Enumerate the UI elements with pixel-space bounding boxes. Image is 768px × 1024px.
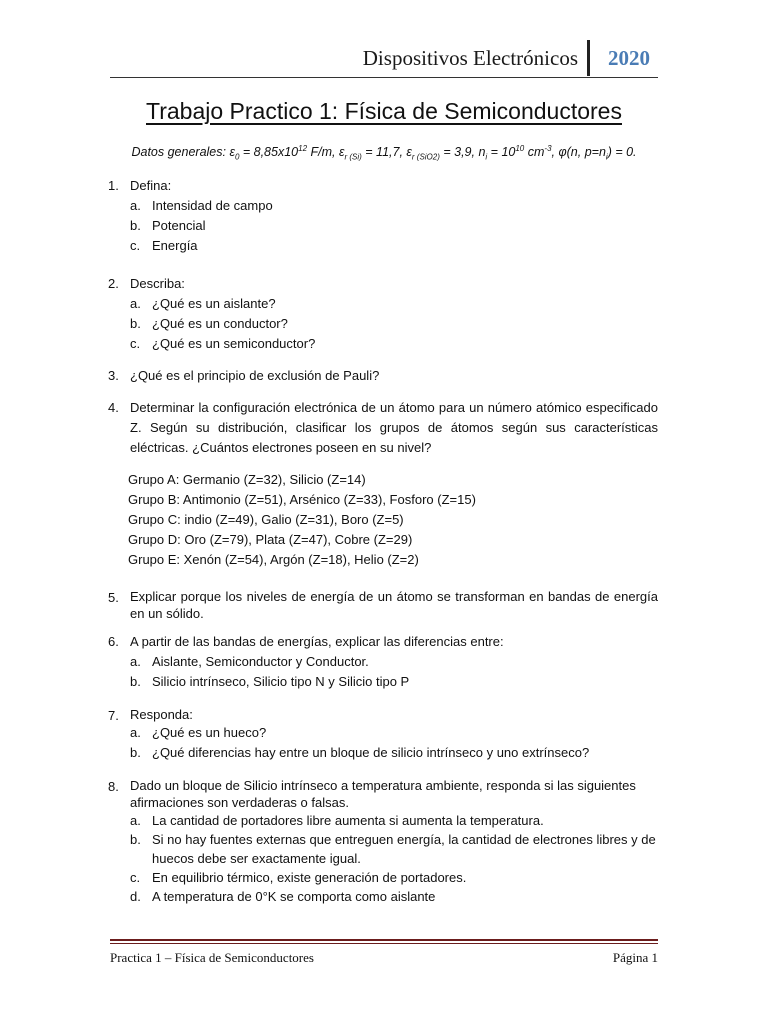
question-text: Explicar porque los niveles de energía de un átomo se transforman en bandas de energía en un sólido. <box>130 589 658 621</box>
sub-item: a. ¿Qué es un aislante? <box>130 296 276 311</box>
group-line: Grupo A: Germanio (Z=32), Silicio (Z=14) <box>128 472 366 487</box>
question-number: 8. <box>108 779 119 794</box>
footer-title: Practica 1 – Física de Semiconductores <box>110 950 314 965</box>
sub-item: c. En equilibrio térmico, existe generación de portadores. <box>130 870 467 885</box>
group-line: Grupo B: Antimonio (Z=51), Arsénico (Z=33), Fosforo (Z=15) <box>128 492 476 507</box>
sub-item: a. ¿Qué es un hueco? <box>130 725 267 740</box>
group-line: Grupo D: Oro (Z=79), Plata (Z=47), Cobre (Z=29) <box>128 532 413 547</box>
atom-groups <box>128 470 658 570</box>
question-text: Defina: <box>130 178 172 193</box>
sub-item: a. Intensidad de campo <box>130 198 273 213</box>
header-separator <box>587 40 590 76</box>
header-year: 2020 <box>608 46 650 70</box>
sub-item: a. La cantidad de portadores libre aumenta si aumenta la temperatura. <box>130 813 544 828</box>
sub-item: b. Potencial <box>130 218 206 233</box>
sub-item: b. ¿Qué diferencias hay entre un bloque de silicio intrínseco y uno extrínseco? <box>130 745 590 760</box>
sub-item: b. ¿Qué es un conductor? <box>130 316 288 331</box>
question-number: 2. <box>108 276 119 291</box>
question-1 <box>108 176 658 256</box>
sub-item: d. A temperatura de 0°K se comporta como aislante <box>130 889 436 904</box>
question-number: 3. <box>108 368 119 383</box>
question-number: 6. <box>108 634 119 649</box>
sub-item: b. Silicio intrínseco, Silicio tipo N y Silicio tipo P <box>130 674 410 689</box>
question-2 <box>108 274 658 354</box>
sub-item: b. Si no hay fuentes externas que entreguen energía, la cantidad de electrones libres y de huecos debe ser exactamente igual. <box>130 832 656 866</box>
question-text: Responda: <box>130 707 193 722</box>
question-text: Determinar la configuración electrónica de un átomo para un número atómico especificado Z. Según su distribución, clasificar los grupos de átomos según sus características eléctricas. ¿Cuántos electrones poseen en su nivel? <box>130 400 658 455</box>
group-line: Grupo C: indio (Z=49), Galio (Z=31), Boro (Z=5) <box>128 512 404 527</box>
question-8 <box>108 777 658 906</box>
group-line: Grupo E: Xenón (Z=54), Argón (Z=18), Helio (Z=2) <box>128 552 419 567</box>
page-number: Página 1 <box>612 950 658 965</box>
sub-item: a. Aislante, Semiconductor y Conductor. <box>130 654 369 669</box>
document-title: Trabajo Practico 1: Física de Semiconductores <box>146 98 622 124</box>
header-rule <box>110 77 658 78</box>
question-3 <box>108 366 658 386</box>
general-data-line: Datos generales: $\varepsilon_0 = 8,85x10^{12}$ F/m, $\varepsilon_{r (Si)} = 11,7$, $\varepsilon_{r (SiO2)} = 3,9$, $n_i = 10^{10}$ $cm^{-3}$, φ(n, $p=n_i) = 0$. <box>131 144 637 162</box>
sub-item: c. ¿Qué es un semiconductor? <box>130 336 316 351</box>
question-text: Dado un bloque de Silicio intrínseco a temperatura ambiente, responda si las siguientes afirmaciones son verdaderas o falsas. <box>130 778 636 810</box>
question-6 <box>108 632 658 692</box>
question-text: A partir de las bandas de energías, explicar las diferencias entre: <box>130 634 504 649</box>
sub-item: c. Energía <box>130 238 198 253</box>
question-4 <box>108 398 658 458</box>
footer-rule-thick <box>110 939 658 941</box>
question-5 <box>108 588 658 622</box>
footer-rule-thin <box>110 943 658 944</box>
page-header <box>110 38 658 78</box>
question-text: Describa: <box>130 276 185 291</box>
question-list <box>108 176 658 916</box>
question-number: 7. <box>108 708 119 723</box>
question-text: ¿Qué es el principio de exclusión de Pauli? <box>130 368 380 383</box>
question-number: 5. <box>108 590 119 605</box>
question-7 <box>108 706 658 763</box>
question-number: 4. <box>108 400 119 415</box>
header-title: Dispositivos Electrónicos <box>362 46 578 70</box>
question-number: 1. <box>108 178 119 193</box>
